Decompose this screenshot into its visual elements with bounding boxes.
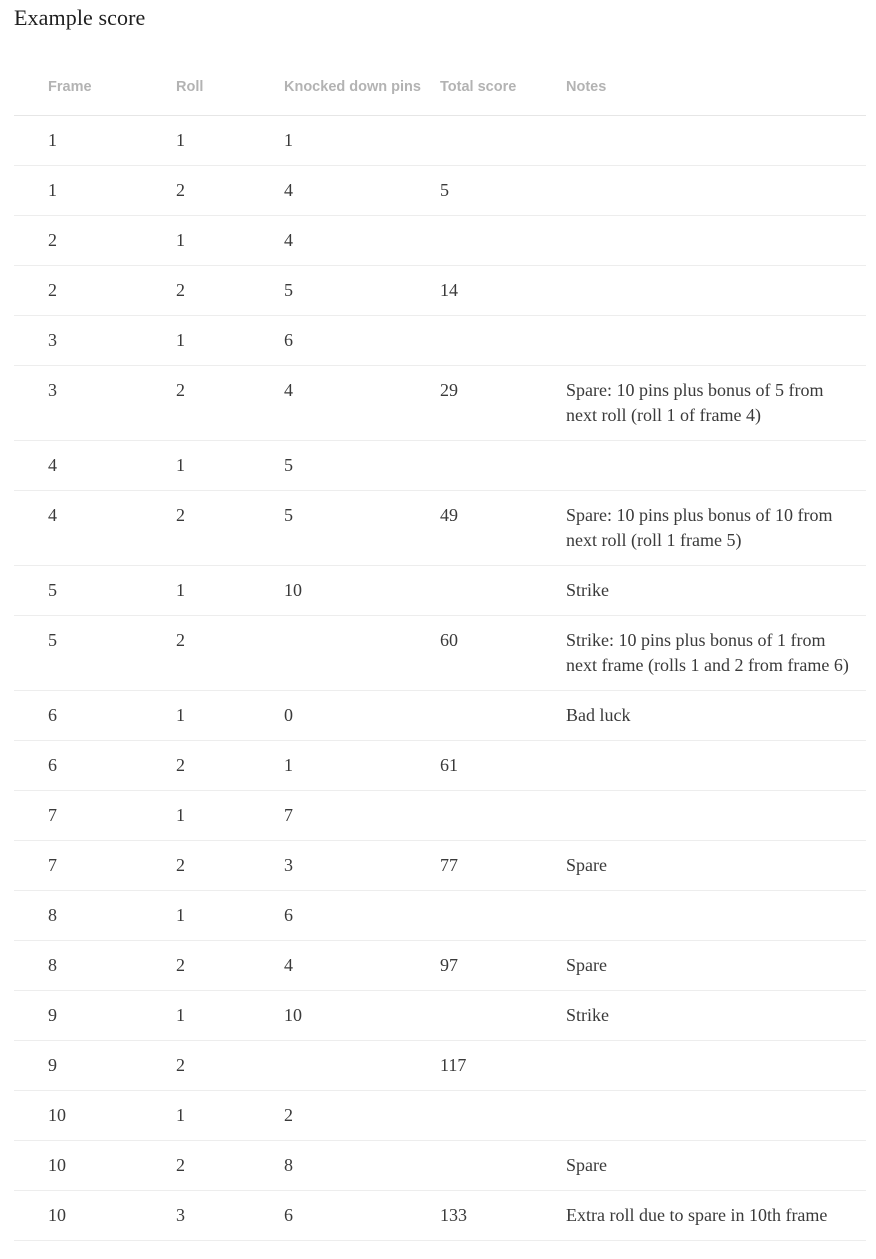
cell-total-score — [432, 1141, 558, 1191]
cell-notes: Spare: 10 pins plus bonus of 5 from next roll (roll 1 of frame 4) — [558, 366, 866, 441]
cell-notes — [558, 1091, 866, 1141]
cell-knocked-down-pins: 4 — [276, 366, 432, 441]
column-header-frame: Frame — [14, 62, 168, 116]
cell-frame: 1 — [14, 116, 168, 166]
table-row — [14, 566, 866, 616]
table-row — [14, 991, 866, 1041]
cell-knocked-down-pins: 7 — [276, 791, 432, 841]
table-row — [14, 1191, 866, 1241]
cell-total-score — [432, 1091, 558, 1141]
cell-frame: 10 — [14, 1091, 168, 1141]
table-row — [14, 441, 866, 491]
table-row — [14, 1091, 866, 1141]
cell-knocked-down-pins — [276, 616, 432, 691]
cell-notes — [558, 166, 866, 216]
cell-notes: Spare — [558, 1141, 866, 1191]
cell-frame: 3 — [14, 366, 168, 441]
cell-frame: 10 — [14, 1191, 168, 1241]
table-row — [14, 216, 866, 266]
cell-total-score — [432, 791, 558, 841]
table-row — [14, 791, 866, 841]
cell-knocked-down-pins: 2 — [276, 1091, 432, 1141]
cell-frame: 5 — [14, 616, 168, 691]
table-row — [14, 366, 866, 441]
cell-frame: 8 — [14, 891, 168, 941]
bottom-spacer — [0, 1241, 876, 1259]
table-row — [14, 741, 866, 791]
cell-frame: 2 — [14, 216, 168, 266]
cell-frame: 3 — [14, 316, 168, 366]
cell-total-score: 29 — [432, 366, 558, 441]
cell-knocked-down-pins: 6 — [276, 316, 432, 366]
cell-total-score: 61 — [432, 741, 558, 791]
cell-notes — [558, 316, 866, 366]
column-header-notes: Notes — [558, 62, 866, 116]
cell-roll: 1 — [168, 566, 276, 616]
cell-notes — [558, 216, 866, 266]
cell-notes — [558, 116, 866, 166]
cell-notes: Strike — [558, 566, 866, 616]
table-row — [14, 616, 866, 691]
cell-roll: 1 — [168, 791, 276, 841]
column-header-total-score: Total score — [432, 62, 558, 116]
cell-knocked-down-pins: 5 — [276, 491, 432, 566]
score-table-container — [0, 32, 876, 1241]
cell-knocked-down-pins: 4 — [276, 166, 432, 216]
cell-knocked-down-pins: 6 — [276, 891, 432, 941]
cell-notes: Strike — [558, 991, 866, 1041]
cell-notes — [558, 441, 866, 491]
cell-notes: Spare — [558, 941, 866, 991]
cell-total-score: 49 — [432, 491, 558, 566]
cell-roll: 1 — [168, 991, 276, 1041]
cell-notes — [558, 791, 866, 841]
cell-roll: 1 — [168, 1091, 276, 1141]
table-row — [14, 841, 866, 891]
example-score-table — [14, 62, 866, 1241]
cell-total-score: 133 — [432, 1191, 558, 1241]
cell-frame: 9 — [14, 1041, 168, 1091]
cell-total-score — [432, 116, 558, 166]
cell-roll: 1 — [168, 691, 276, 741]
table-row — [14, 491, 866, 566]
page-title: Example score — [14, 5, 146, 30]
column-header-roll: Roll — [168, 62, 276, 116]
cell-notes: Spare: 10 pins plus bonus of 10 from next roll (roll 1 frame 5) — [558, 491, 866, 566]
cell-frame: 6 — [14, 691, 168, 741]
cell-roll: 1 — [168, 441, 276, 491]
cell-roll: 2 — [168, 366, 276, 441]
cell-total-score: 5 — [432, 166, 558, 216]
cell-knocked-down-pins: 3 — [276, 841, 432, 891]
cell-knocked-down-pins — [276, 1041, 432, 1091]
cell-roll: 1 — [168, 891, 276, 941]
cell-frame: 1 — [14, 166, 168, 216]
cell-frame: 9 — [14, 991, 168, 1041]
cell-knocked-down-pins: 10 — [276, 991, 432, 1041]
cell-total-score: 60 — [432, 616, 558, 691]
table-body — [14, 116, 866, 1241]
cell-knocked-down-pins: 10 — [276, 566, 432, 616]
table-row — [14, 891, 866, 941]
cell-total-score — [432, 891, 558, 941]
cell-frame: 5 — [14, 566, 168, 616]
cell-roll: 2 — [168, 266, 276, 316]
cell-notes: Strike: 10 pins plus bonus of 1 from next frame (rolls 1 and 2 from frame 6) — [558, 616, 866, 691]
cell-notes — [558, 1041, 866, 1091]
cell-knocked-down-pins: 6 — [276, 1191, 432, 1241]
cell-roll: 2 — [168, 741, 276, 791]
cell-total-score — [432, 441, 558, 491]
cell-knocked-down-pins: 1 — [276, 116, 432, 166]
cell-total-score — [432, 566, 558, 616]
table-row — [14, 116, 866, 166]
cell-knocked-down-pins: 5 — [276, 266, 432, 316]
cell-frame: 8 — [14, 941, 168, 991]
table-row — [14, 1041, 866, 1091]
cell-roll: 2 — [168, 1041, 276, 1091]
cell-knocked-down-pins: 1 — [276, 741, 432, 791]
cell-knocked-down-pins: 5 — [276, 441, 432, 491]
cell-knocked-down-pins: 4 — [276, 216, 432, 266]
cell-frame: 2 — [14, 266, 168, 316]
cell-roll: 1 — [168, 216, 276, 266]
cell-total-score — [432, 216, 558, 266]
cell-knocked-down-pins: 0 — [276, 691, 432, 741]
table-row — [14, 941, 866, 991]
table-row — [14, 691, 866, 741]
cell-notes: Spare — [558, 841, 866, 891]
cell-frame: 4 — [14, 441, 168, 491]
cell-notes — [558, 891, 866, 941]
cell-roll: 2 — [168, 166, 276, 216]
cell-knocked-down-pins: 4 — [276, 941, 432, 991]
cell-roll: 2 — [168, 616, 276, 691]
cell-frame: 10 — [14, 1141, 168, 1191]
table-header — [14, 62, 866, 116]
table-row — [14, 166, 866, 216]
cell-notes: Bad luck — [558, 691, 866, 741]
cell-total-score: 14 — [432, 266, 558, 316]
cell-total-score: 97 — [432, 941, 558, 991]
cell-total-score — [432, 691, 558, 741]
cell-frame: 6 — [14, 741, 168, 791]
cell-total-score: 117 — [432, 1041, 558, 1091]
cell-frame: 4 — [14, 491, 168, 566]
cell-roll: 2 — [168, 841, 276, 891]
cell-total-score: 77 — [432, 841, 558, 891]
cell-notes — [558, 266, 866, 316]
cell-roll: 3 — [168, 1191, 276, 1241]
cell-notes: Extra roll due to spare in 10th frame — [558, 1191, 866, 1241]
table-row — [14, 1141, 866, 1191]
cell-total-score — [432, 991, 558, 1041]
cell-roll: 1 — [168, 116, 276, 166]
cell-frame: 7 — [14, 791, 168, 841]
cell-notes — [558, 741, 866, 791]
cell-roll: 2 — [168, 491, 276, 566]
cell-frame: 7 — [14, 841, 168, 891]
cell-knocked-down-pins: 8 — [276, 1141, 432, 1191]
table-row — [14, 266, 866, 316]
cell-roll: 1 — [168, 316, 276, 366]
table-header-row — [14, 62, 866, 116]
cell-roll: 2 — [168, 1141, 276, 1191]
table-row — [14, 316, 866, 366]
column-header-knocked-down-pins: Knocked down pins — [276, 62, 432, 116]
cell-total-score — [432, 316, 558, 366]
cell-roll: 2 — [168, 941, 276, 991]
